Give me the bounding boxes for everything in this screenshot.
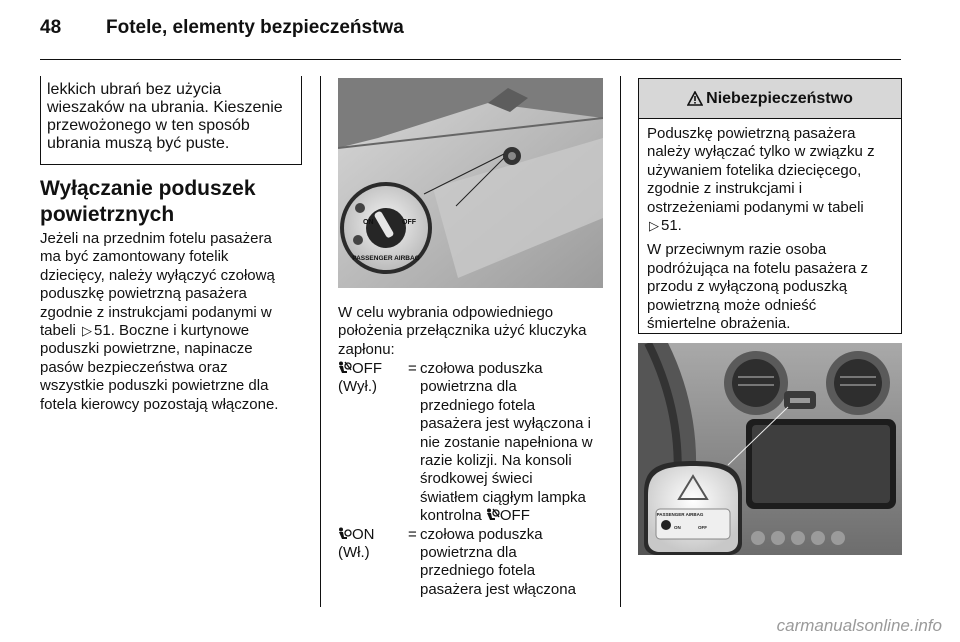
warning-header xyxy=(639,79,901,119)
page-title: Fotele, elementy bezpieczeństwa xyxy=(106,17,404,38)
dashboard-illustration xyxy=(638,343,902,555)
note-line: ubrania muszą być puste. xyxy=(47,135,230,152)
key-instruction xyxy=(338,304,603,359)
intro-line: W celu wybrania odpowiedniego xyxy=(338,304,554,321)
warning-body xyxy=(639,119,901,339)
warning-line: należy wyłączać tylko w związku z xyxy=(647,143,875,161)
body-line: zgodnie z instrukcjami podanymi w xyxy=(40,303,272,321)
desc-line: czołowa poduszka xyxy=(420,525,543,543)
off-description xyxy=(420,360,603,526)
desc-line: pasażera jest wyłączona i xyxy=(420,415,591,433)
danger-warning-box xyxy=(638,78,902,334)
desc-text: OFF xyxy=(499,507,530,525)
body-line: pasów bezpieczeństwa oraz xyxy=(40,358,228,376)
on-term-translation: (Wł.) xyxy=(338,544,370,562)
airbag-switch-photo xyxy=(338,78,603,288)
passenger-airbag-label: PASSENGER AIRBAG xyxy=(352,255,420,262)
section-title xyxy=(40,176,302,228)
airbag-indicator-photo xyxy=(638,343,902,555)
column-divider xyxy=(620,76,621,607)
passenger-airbag-label: PASSENGER AIRBAG xyxy=(656,512,704,517)
switch-position-off xyxy=(338,360,603,526)
section-title-line: powietrznych xyxy=(40,203,175,226)
intro-line: zapłonu: xyxy=(338,340,395,358)
airbag-off-icon xyxy=(338,361,352,374)
warning-line: ostrzeżeniami podanymi w tabeli xyxy=(647,198,864,216)
warning-line: przodu z wyłączoną poduszką xyxy=(647,278,848,296)
warning-line: śmiertelne obrażenia. xyxy=(647,315,791,333)
body-line: Jeżeli na przednim fotelu pasażera xyxy=(40,230,272,247)
off-label: OFF xyxy=(698,525,707,530)
body-line: dziecięcy, należy wyłączyć czołową xyxy=(40,266,275,284)
header-rule xyxy=(40,59,901,60)
desc-line xyxy=(420,507,603,525)
airbag-switch-illustration xyxy=(338,78,603,288)
on-term: ON xyxy=(352,525,375,543)
equals-sign: = xyxy=(408,525,417,543)
warning-line: zgodnie z instrukcjami i xyxy=(647,180,803,198)
column-divider xyxy=(320,76,321,607)
on-label: ON xyxy=(363,219,374,226)
warning-line: używaniem fotelika dziecięcego, xyxy=(647,161,862,179)
desc-line: razie kolizji. Na konsoli xyxy=(420,452,572,470)
continued-note-box xyxy=(40,76,302,165)
body-line: poduszkę powietrzną pasażera xyxy=(40,285,247,303)
body-line: ma być zamontowany fotelik xyxy=(40,248,229,266)
warning-line xyxy=(647,217,893,235)
body-line-ref xyxy=(40,322,302,340)
warning-paragraph xyxy=(647,241,893,333)
warning-line: Poduszkę powietrzną pasażera xyxy=(647,125,856,142)
warning-triangle-icon xyxy=(687,91,703,106)
off-label: OFF xyxy=(402,219,416,226)
on-label: ON xyxy=(674,525,681,530)
warning-title: Niebezpieczeństwo xyxy=(706,89,853,107)
airbag-on-icon xyxy=(338,527,352,540)
note-line: lekkich ubrań bez użycia xyxy=(47,81,222,98)
desc-line: powietrzna dla xyxy=(420,544,517,562)
page-ref-link[interactable]: 51. xyxy=(661,217,682,235)
desc-line: pasażera jest włączona xyxy=(420,580,576,598)
switch-position-list xyxy=(338,360,603,599)
note-line: wieszaków na ubrania. Kieszenie xyxy=(47,99,283,116)
section-title-line: Wyłączanie poduszek xyxy=(40,177,256,200)
desc-line: nie zostanie napełniona w xyxy=(420,433,593,451)
page-number: 48 xyxy=(40,17,62,38)
warning-line: W przeciwnym razie osoba xyxy=(647,241,827,259)
desc-text: kontrolna xyxy=(420,507,482,525)
warning-line: podróżująca na fotelu pasażera z xyxy=(647,259,868,277)
watermark: carmanualsonline.info xyxy=(776,616,942,635)
switch-position-on xyxy=(338,526,603,600)
page-header xyxy=(40,17,404,39)
note-line: przewożonego w ten sposób xyxy=(47,117,250,134)
body-line[interactable]: 51. Boczne i kurtynowe xyxy=(94,322,250,340)
body-line: tabeli xyxy=(40,322,76,340)
equals-sign: = xyxy=(408,360,417,377)
section-body xyxy=(40,230,302,414)
desc-line: przedniego fotela xyxy=(420,562,536,580)
warning-line: powietrzną może odnieść xyxy=(647,296,817,314)
intro-line: położenia przełącznika użyć kluczyka xyxy=(338,322,587,340)
desc-line: czołowa poduszka xyxy=(420,360,543,377)
body-line: poduszki powietrzne, napinacze xyxy=(40,340,253,358)
desc-line: przedniego fotela xyxy=(420,396,536,414)
off-term: OFF xyxy=(352,360,382,377)
off-term-translation: (Wył.) xyxy=(338,378,378,396)
desc-line: środkowej świeci xyxy=(420,470,533,488)
page-ref-icon: ▷ xyxy=(82,323,93,339)
desc-line: światłem ciągłym lampka xyxy=(420,488,586,506)
desc-line: powietrzna dla xyxy=(420,378,517,396)
airbag-off-icon xyxy=(486,508,500,521)
page-ref-icon: ▷ xyxy=(649,218,659,234)
warning-paragraph xyxy=(647,125,893,235)
body-line: wszystkie poduszki powietrzne dla xyxy=(40,377,269,395)
on-description xyxy=(420,526,603,600)
body-line: fotela kierowcy pozostają włączone. xyxy=(40,395,279,413)
